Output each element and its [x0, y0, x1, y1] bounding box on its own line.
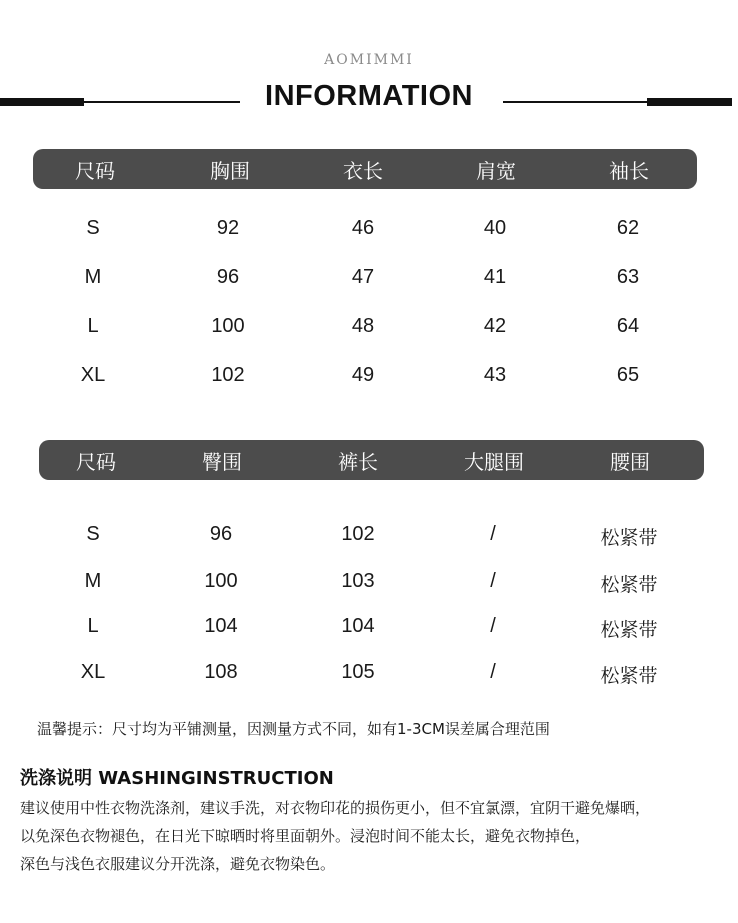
cell: 104: [341, 615, 375, 637]
cell: 100: [204, 570, 238, 592]
top-header-sleeve: 袖长: [609, 158, 649, 183]
top-table-header-bar: [33, 149, 697, 189]
top-table-row: [0, 364, 738, 394]
cell: 104: [204, 615, 238, 637]
washing-title: 洗涤说明 WASHINGINSTRUCTION: [20, 768, 334, 789]
top-header-shoulder: 肩宽: [476, 158, 516, 183]
cell: 64: [616, 315, 640, 337]
top-table-row: [0, 266, 738, 296]
washing-line: 以免深色衣物褪色，在日光下晾晒时将里面朝外。浸泡时间不能太长，避免衣物掉色，: [20, 827, 591, 845]
bottom-table-row: [0, 570, 738, 600]
bottom-table-row: [0, 523, 738, 553]
cell: 松紧带: [600, 527, 658, 549]
cell: XL: [80, 364, 106, 386]
bottom-header-hip: 臀围: [202, 449, 242, 474]
cell: 62: [616, 217, 640, 239]
cell: 40: [483, 217, 507, 239]
cell: 102: [211, 364, 245, 386]
header-rule-right-thin: [503, 101, 647, 103]
cell: 49: [351, 364, 375, 386]
washing-line: 建议使用中性衣物洗涤剂，建议手洗，对衣物印花的损伤更小，但不宜氯漂，宜阴干避免爆晒，: [20, 799, 651, 817]
washing-line: 深色与浅色衣服建议分开洗涤，避免衣物染色。: [20, 855, 336, 873]
cell: S: [86, 217, 100, 239]
cell: /: [490, 661, 496, 683]
bottom-header-size: 尺码: [76, 449, 116, 474]
bottom-table-row: [0, 661, 738, 691]
cell: XL: [80, 661, 106, 683]
cell: /: [490, 615, 496, 637]
cell: /: [490, 570, 496, 592]
page-title: INFORMATION: [265, 80, 473, 112]
cell: 92: [216, 217, 240, 239]
cell: 96: [216, 266, 240, 288]
top-header-size: 尺码: [75, 158, 115, 183]
cell: 42: [483, 315, 507, 337]
cell: 105: [341, 661, 375, 683]
measurement-note: 温馨提示：尺寸均为平铺测量，因测量方式不同，如有1-3CM误差属合理范围: [37, 720, 550, 738]
cell: 108: [204, 661, 238, 683]
cell: 松紧带: [600, 665, 658, 687]
top-table-row: [0, 315, 738, 345]
top-header-length: 衣长: [343, 158, 383, 183]
cell: M: [84, 266, 102, 288]
cell: 43: [483, 364, 507, 386]
cell: L: [87, 315, 99, 337]
cell: 103: [341, 570, 375, 592]
cell: 100: [211, 315, 245, 337]
cell: 102: [341, 523, 375, 545]
cell: 41: [483, 266, 507, 288]
cell: 48: [351, 315, 375, 337]
brand-name: AOMIMMI: [324, 52, 414, 68]
bottom-header-pants-length: 裤长: [338, 449, 378, 474]
cell: S: [86, 523, 100, 545]
cell: 47: [351, 266, 375, 288]
header-rule-right-thick: [647, 98, 732, 106]
bottom-header-thigh: 大腿围: [464, 449, 524, 474]
cell: 63: [616, 266, 640, 288]
cell: 松紧带: [600, 574, 658, 596]
top-header-chest: 胸围: [210, 158, 250, 183]
bottom-table-header-bar: [39, 440, 704, 480]
cell: /: [490, 523, 496, 545]
cell: M: [84, 570, 102, 592]
cell: 松紧带: [600, 619, 658, 641]
bottom-header-waist: 腰围: [610, 449, 650, 474]
bottom-table-row: [0, 615, 738, 645]
cell: L: [87, 615, 99, 637]
cell: 96: [209, 523, 233, 545]
top-table-row: [0, 217, 738, 247]
cell: 46: [351, 217, 375, 239]
cell: 65: [616, 364, 640, 386]
